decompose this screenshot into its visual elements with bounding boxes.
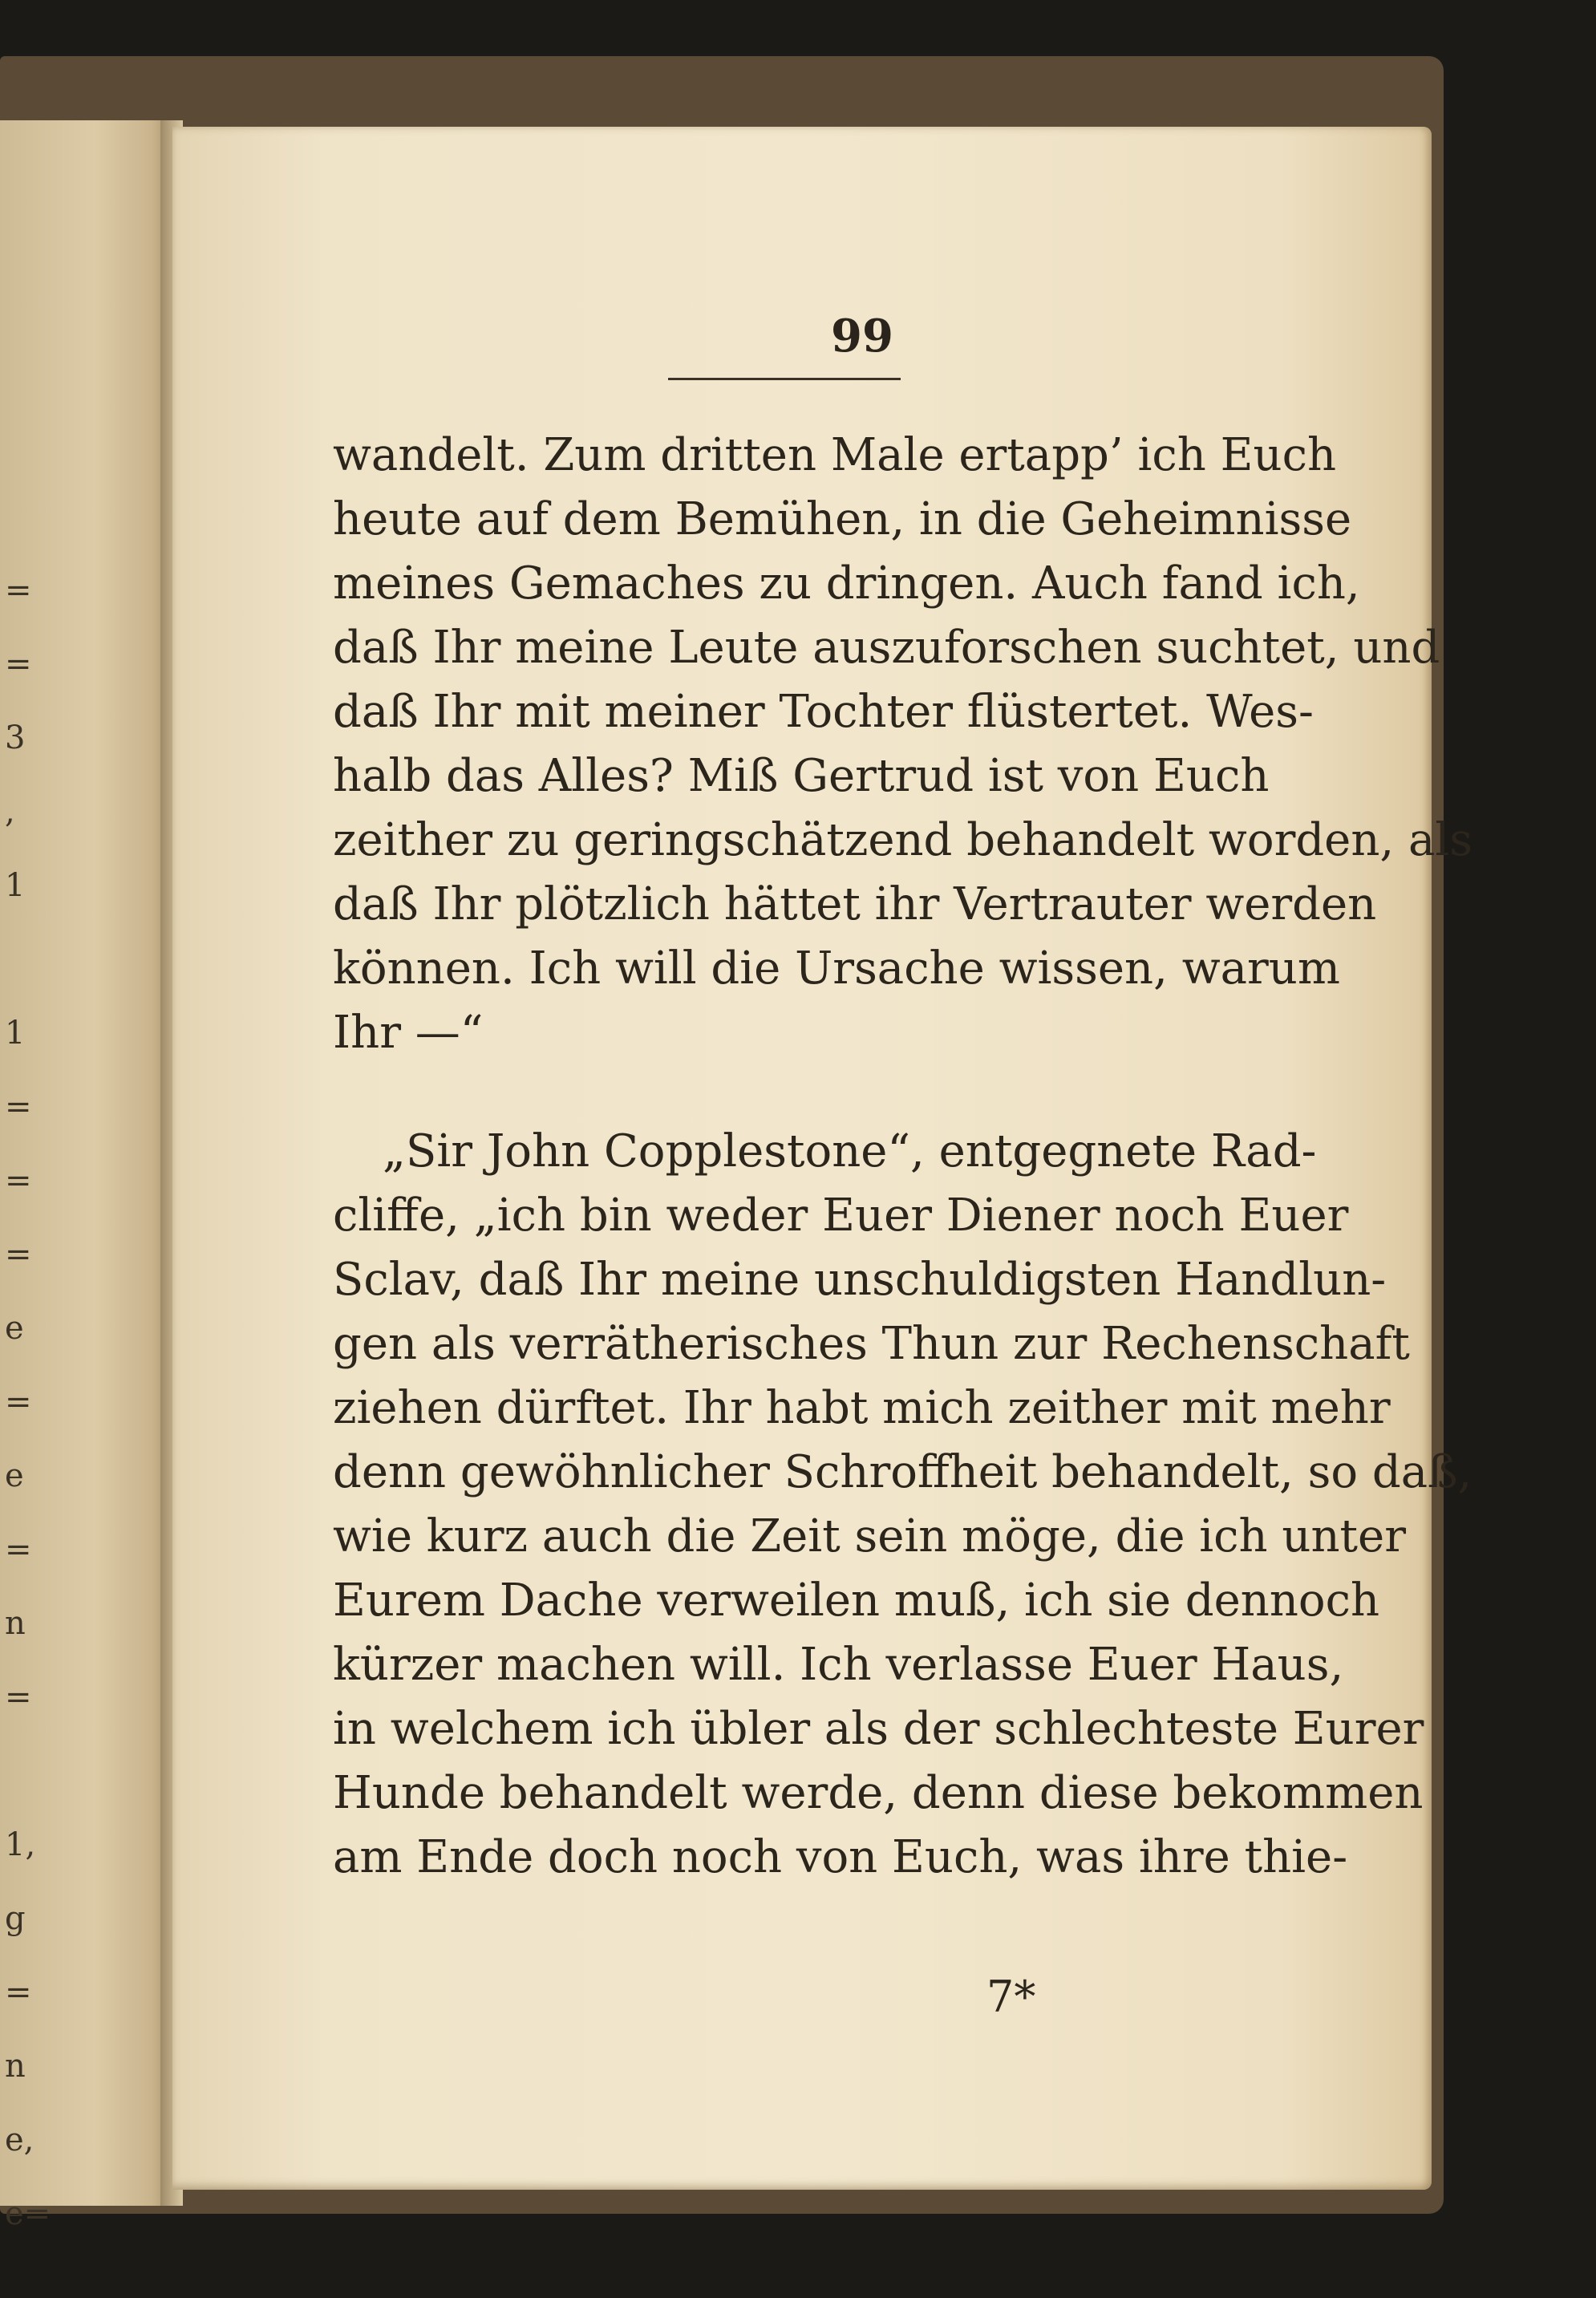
left-page-edge-text: = = 3 , 1 1 = = = e = e = n = 1, g = n e, e= — [5, 572, 51, 2232]
right-page — [172, 127, 1473, 2190]
text-line: kürzer machen will. Ich verlasse Euer Haus, — [333, 1639, 1344, 1691]
body-text — [333, 424, 1473, 1890]
text-line: ziehen dürftet. Ihr habt mich zeither mit mehr — [333, 1382, 1391, 1434]
text-line: daß Ihr mit meiner Tochter flüstertet. Wes- — [333, 686, 1314, 738]
left-page — [0, 120, 172, 2232]
paragraph-2 — [333, 1120, 1472, 1890]
text-line: wie kurz auch die Zeit sein möge, die ich unter — [333, 1510, 1406, 1562]
text-line: können. Ich will die Ursache wissen, warum — [333, 942, 1340, 995]
text-line: „Sir John Copplestone“, entgegnete Rad- — [383, 1125, 1317, 1177]
text-line: cliffe, „ich bin weder Euer Diener noch Euer — [333, 1190, 1349, 1242]
text-line: am Ende doch noch von Euch, was ihre thie- — [333, 1831, 1348, 1883]
page-number: 99 — [831, 310, 893, 363]
text-line: Sclav, daß Ihr meine unschuldigsten Handlun- — [333, 1254, 1387, 1306]
text-line: denn gewöhnlicher Schroffheit behandelt, so daß, — [333, 1446, 1472, 1498]
signature-mark: 7* — [986, 1972, 1036, 2022]
text-line: heute auf dem Bemühen, in die Geheimnisse — [333, 493, 1352, 545]
text-line: daß Ihr meine Leute auszuforschen suchtet, und — [333, 622, 1440, 674]
text-line: in welchem ich übler als der schlechteste Eurer — [333, 1703, 1424, 1755]
text-line: gen als verrätherisches Thun zur Rechenschaft — [333, 1318, 1410, 1370]
text-line: Eurem Dache verweilen muß, ich sie dennoch — [333, 1575, 1380, 1627]
text-line: Hunde behandelt werde, denn diese bekommen — [333, 1767, 1424, 1819]
paragraph-1 — [333, 424, 1473, 1065]
text-line: Ihr —“ — [333, 1007, 484, 1059]
text-line: halb das Alles? Miß Gertrud ist von Euch — [333, 750, 1270, 802]
text-line: daß Ihr plötzlich hättet ihr Vertrauter werden — [333, 878, 1377, 930]
paragraph-gap — [333, 1065, 1235, 1120]
text-line: zeither zu geringschätzend behandelt worden, als — [333, 814, 1473, 866]
text-line: wandelt. Zum dritten Male ertapp’ ich Euch — [333, 429, 1337, 481]
text-line: meines Gemaches zu dringen. Auch fand ich, — [333, 557, 1360, 610]
header-rule — [668, 378, 901, 380]
